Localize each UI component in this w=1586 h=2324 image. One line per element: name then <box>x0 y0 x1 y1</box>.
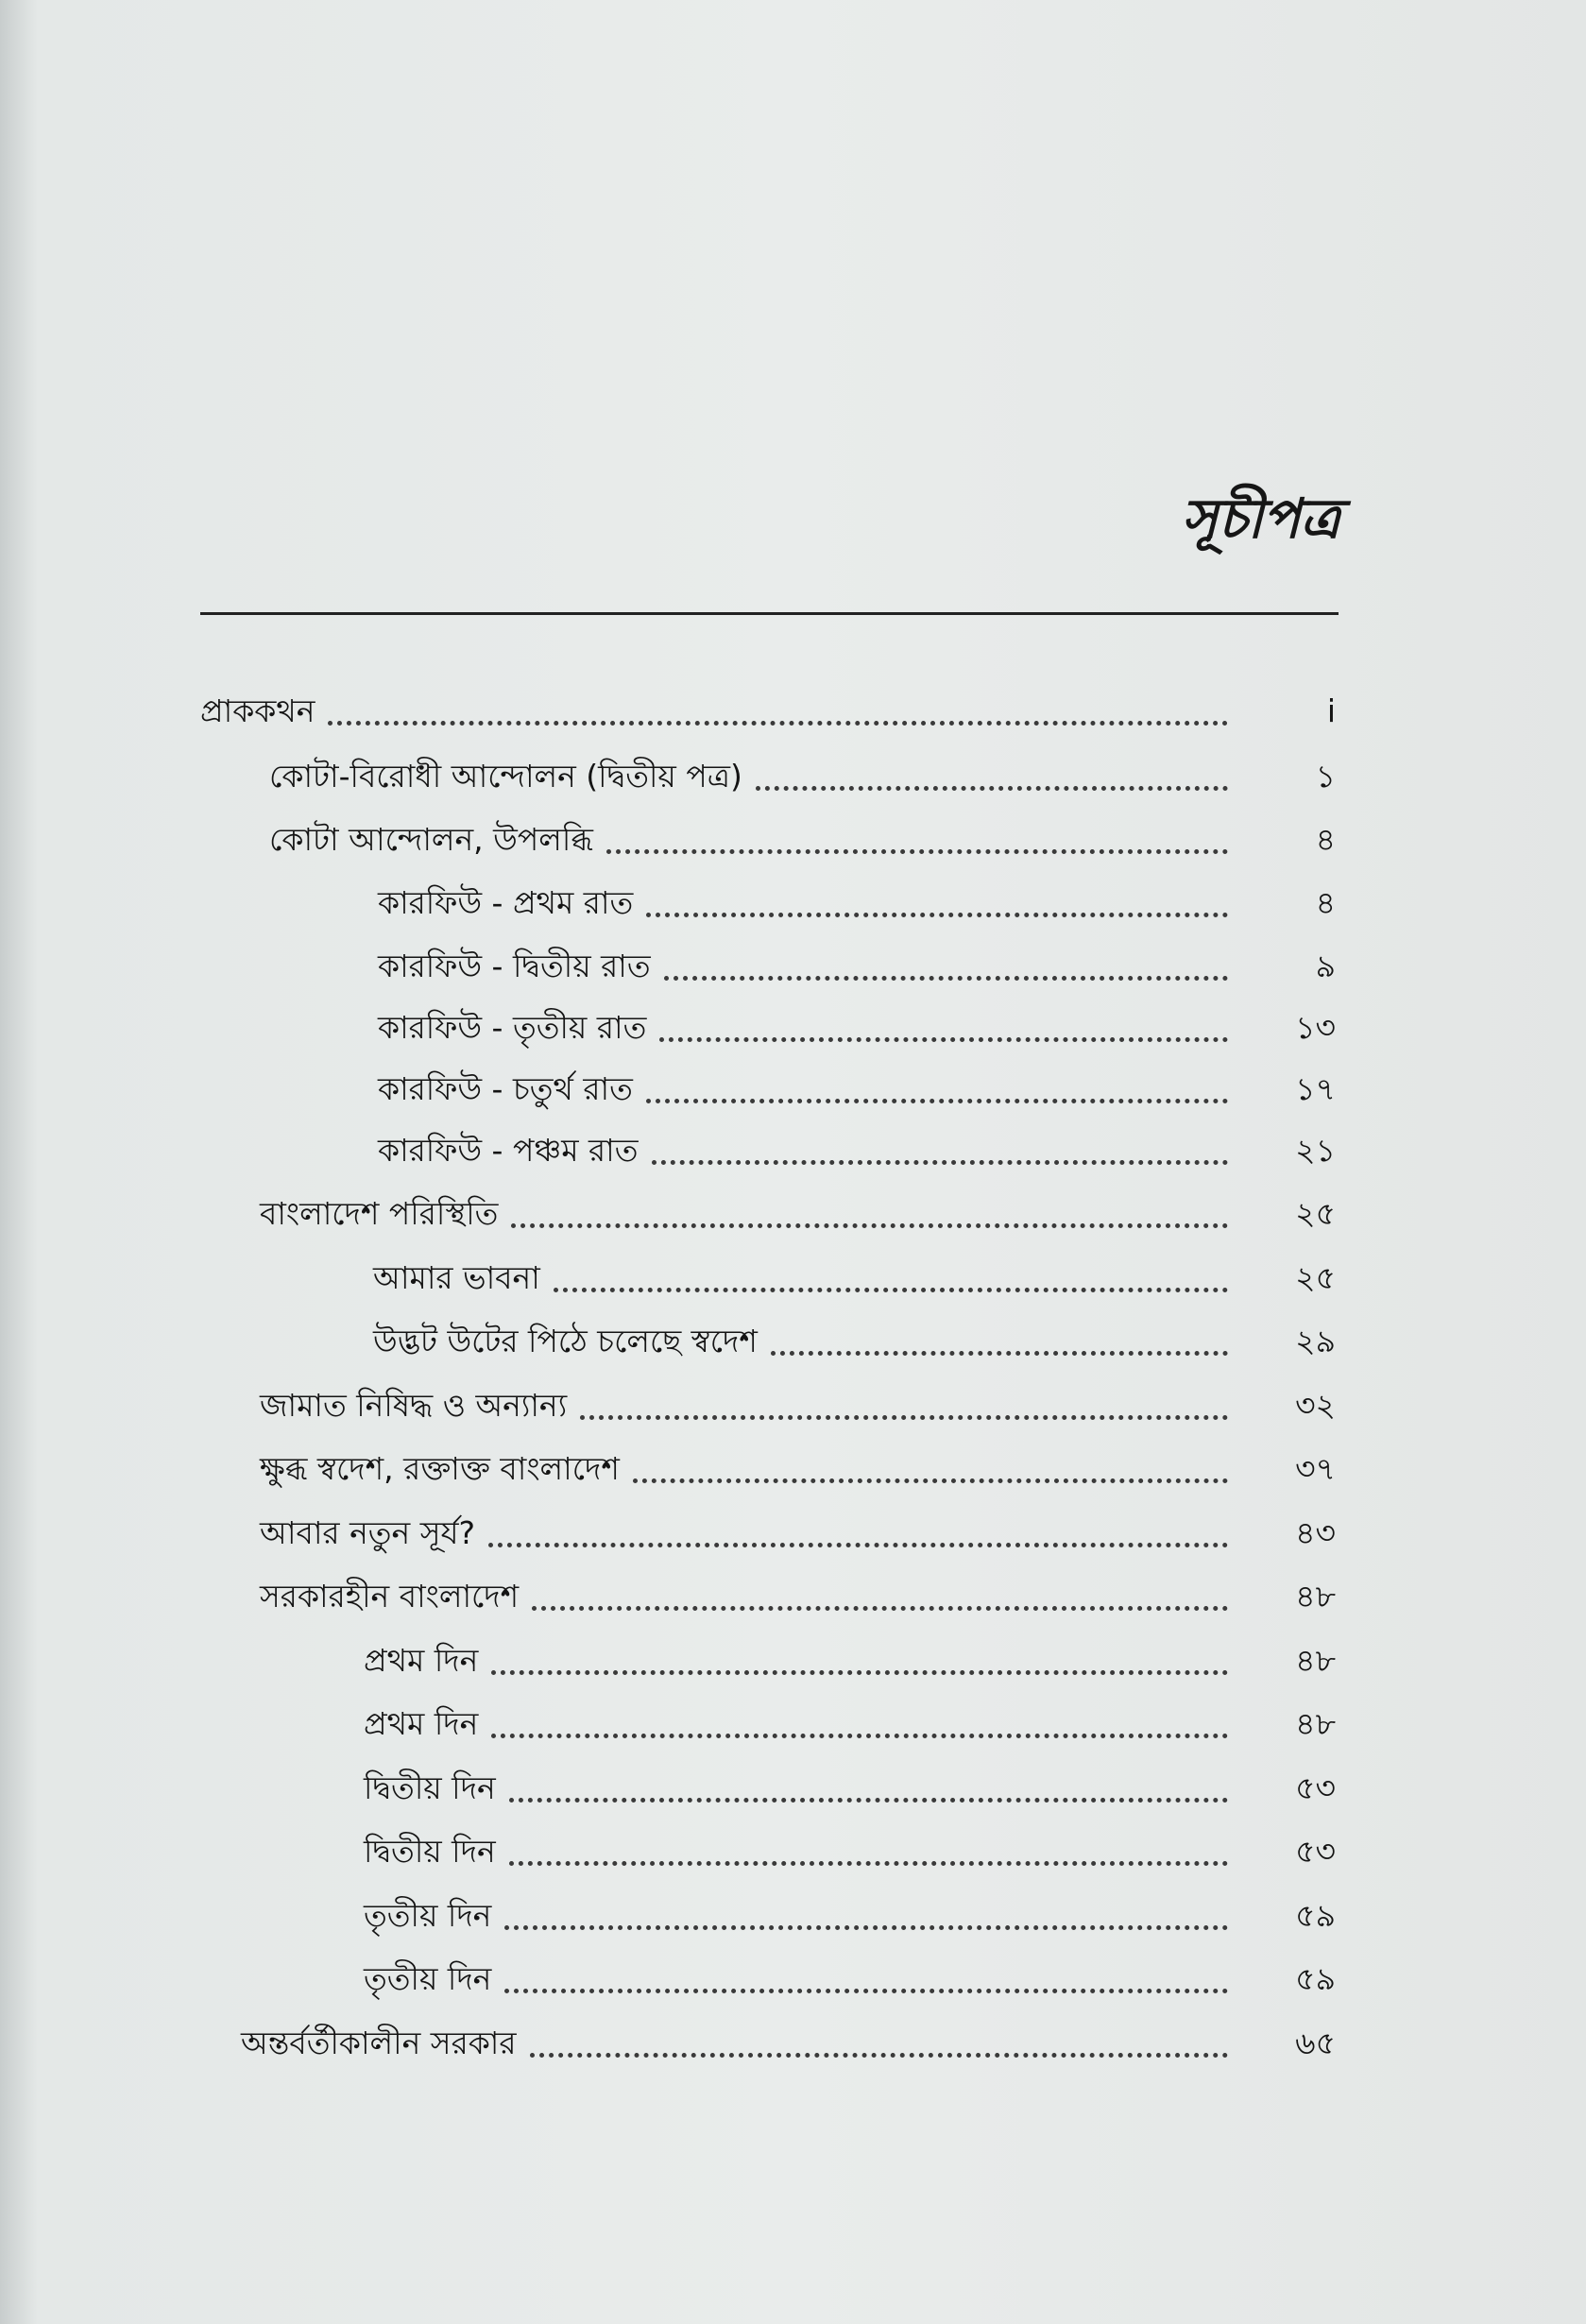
toc-entry <box>0 1000 1586 1056</box>
toc-entry-title: অন্তর্বর্তীকালীন সরকার <box>241 2025 517 2061</box>
toc-leader-dots <box>532 1587 1228 1611</box>
toc-entry-title: কারফিউ - তৃতীয় রাত <box>378 1009 647 1046</box>
toc-entry-title: আমার ভাবনা <box>373 1259 540 1296</box>
toc-leader-dots <box>756 767 1228 791</box>
toc-entry-page-number: ২৫ <box>1295 1195 1336 1232</box>
toc-entry-page-number: ৪ <box>1315 821 1336 858</box>
toc-entry-page-number: ১৩ <box>1295 1009 1336 1046</box>
toc-entry-title: কোটা আন্দোলন, উপলব্ধি <box>269 821 593 858</box>
toc-entry-title: কারফিউ - প্রথম রাত <box>378 884 634 921</box>
toc-leader-dots <box>554 1269 1228 1292</box>
toc-entry-page-number: ৬৫ <box>1295 2025 1336 2061</box>
toc-entry <box>0 1441 1586 1497</box>
toc-entry-page-number: ৩২ <box>1295 1387 1336 1424</box>
toc-leader-dots <box>491 1651 1228 1675</box>
toc-entry-title: কারফিউ - দ্বিতীয় রাত <box>378 948 651 984</box>
toc-leader-dots <box>664 957 1228 981</box>
toc-entry-title: প্রথম দিন <box>364 1642 479 1679</box>
toc-entry <box>0 748 1586 805</box>
toc-entry <box>0 683 1586 740</box>
toc-entry <box>0 938 1586 995</box>
toc-leader-dots <box>652 1141 1228 1165</box>
toc-entry <box>0 1760 1586 1817</box>
toc-entry-page-number: ৪৮ <box>1295 1705 1336 1742</box>
toc-entry <box>0 1186 1586 1242</box>
toc-leader-dots <box>659 1018 1228 1042</box>
toc-leader-dots <box>580 1396 1228 1420</box>
toc-entry-title: দ্বিতীয় দিন <box>364 1769 496 1806</box>
toc-leader-dots <box>646 894 1228 917</box>
toc-entry-title: প্রথম দিন <box>364 1705 479 1742</box>
toc-entry-title: দ্বিতীয় দিন <box>364 1833 496 1870</box>
toc-leader-dots <box>511 1205 1228 1228</box>
toc-entry-title: আবার নতুন সূর্য? <box>260 1514 476 1551</box>
toc-entry-page-number: ৫৯ <box>1295 1960 1336 1997</box>
toc-entry <box>0 1696 1586 1752</box>
toc-entry-page-number: ২৫ <box>1295 1259 1336 1296</box>
toc-entry-page-number: ১ <box>1315 758 1336 795</box>
toc-entry-title: কারফিউ - পঞ্চম রাত <box>378 1132 639 1169</box>
toc-entry-title: তৃতীয় দিন <box>364 1897 492 1934</box>
toc-entry <box>0 1568 1586 1625</box>
toc-entry <box>0 1377 1586 1434</box>
page-title: সূচীপত্র <box>1181 487 1340 551</box>
toc-leader-dots <box>488 1524 1228 1547</box>
title-divider <box>200 612 1339 615</box>
toc-leader-dots <box>646 1080 1228 1103</box>
toc-entry <box>0 1505 1586 1562</box>
toc-entry-title: কারফিউ - চতুর্থ রাত <box>378 1070 633 1107</box>
toc-leader-dots <box>771 1332 1228 1356</box>
toc-entry-title: সরকারহীন বাংলাদেশ <box>260 1578 520 1615</box>
toc-entry-page-number: ৪ <box>1315 884 1336 921</box>
toc-entry-page-number: ২১ <box>1295 1132 1336 1169</box>
toc-leader-dots <box>504 1906 1228 1930</box>
toc-entry-page-number: ৩৭ <box>1295 1450 1336 1487</box>
toc-entry <box>0 1951 1586 2008</box>
toc-entry-page-number: ৯ <box>1315 948 1336 984</box>
toc-entry-page-number: ৫৩ <box>1295 1833 1336 1870</box>
toc-entry-page-number: ২৯ <box>1295 1323 1336 1359</box>
toc-entry-page-number: ১৭ <box>1295 1070 1336 1107</box>
toc-leader-dots <box>491 1715 1228 1738</box>
toc-entry <box>0 1061 1586 1118</box>
toc-entry-page-number: ৪৮ <box>1295 1642 1336 1679</box>
toc-entry-page-number: ৪৩ <box>1295 1514 1336 1551</box>
toc-leader-dots <box>328 702 1228 726</box>
toc-leader-dots <box>509 1779 1228 1803</box>
toc-leader-dots <box>530 2034 1228 2058</box>
toc-leader-dots <box>633 1460 1228 1483</box>
toc-entry-title: কোটা-বিরোধী আন্দোলন (দ্বিতীয় পত্র) <box>269 758 742 795</box>
toc-entry-title: জামাত নিষিদ্ধ ও অন্যান্য <box>260 1387 568 1424</box>
toc-entry-title: বাংলাদেশ পরিস্থিতি <box>260 1195 499 1232</box>
toc-leader-dots <box>509 1842 1228 1866</box>
toc-entry-page-number: ৪৮ <box>1295 1578 1336 1615</box>
toc-entry-page-number: ৫৩ <box>1295 1769 1336 1806</box>
toc-entry-page-number: i <box>1326 692 1336 729</box>
toc-entry <box>0 1313 1586 1370</box>
toc-entry-title: তৃতীয় দিন <box>364 1960 492 1997</box>
toc-entry-page-number: ৫৯ <box>1295 1897 1336 1934</box>
toc-entry <box>0 2015 1586 2072</box>
toc-entry <box>0 1122 1586 1179</box>
toc-entry <box>0 1250 1586 1307</box>
toc-entry <box>0 1632 1586 1689</box>
toc-entry-title: উদ্ভট উটের পিঠে চলেছে স্বদেশ <box>373 1323 758 1359</box>
toc-leader-dots <box>606 830 1228 854</box>
toc-leader-dots <box>504 1970 1228 1993</box>
toc-entry-title: ক্ষুব্ধ স্বদেশ, রক্তাক্ত বাংলাদেশ <box>260 1450 620 1487</box>
toc-entry <box>0 875 1586 931</box>
toc-entry <box>0 1823 1586 1880</box>
toc-entry <box>0 812 1586 868</box>
toc-entry <box>0 1888 1586 1944</box>
toc-entry-title: প্রাককথন <box>200 692 315 729</box>
